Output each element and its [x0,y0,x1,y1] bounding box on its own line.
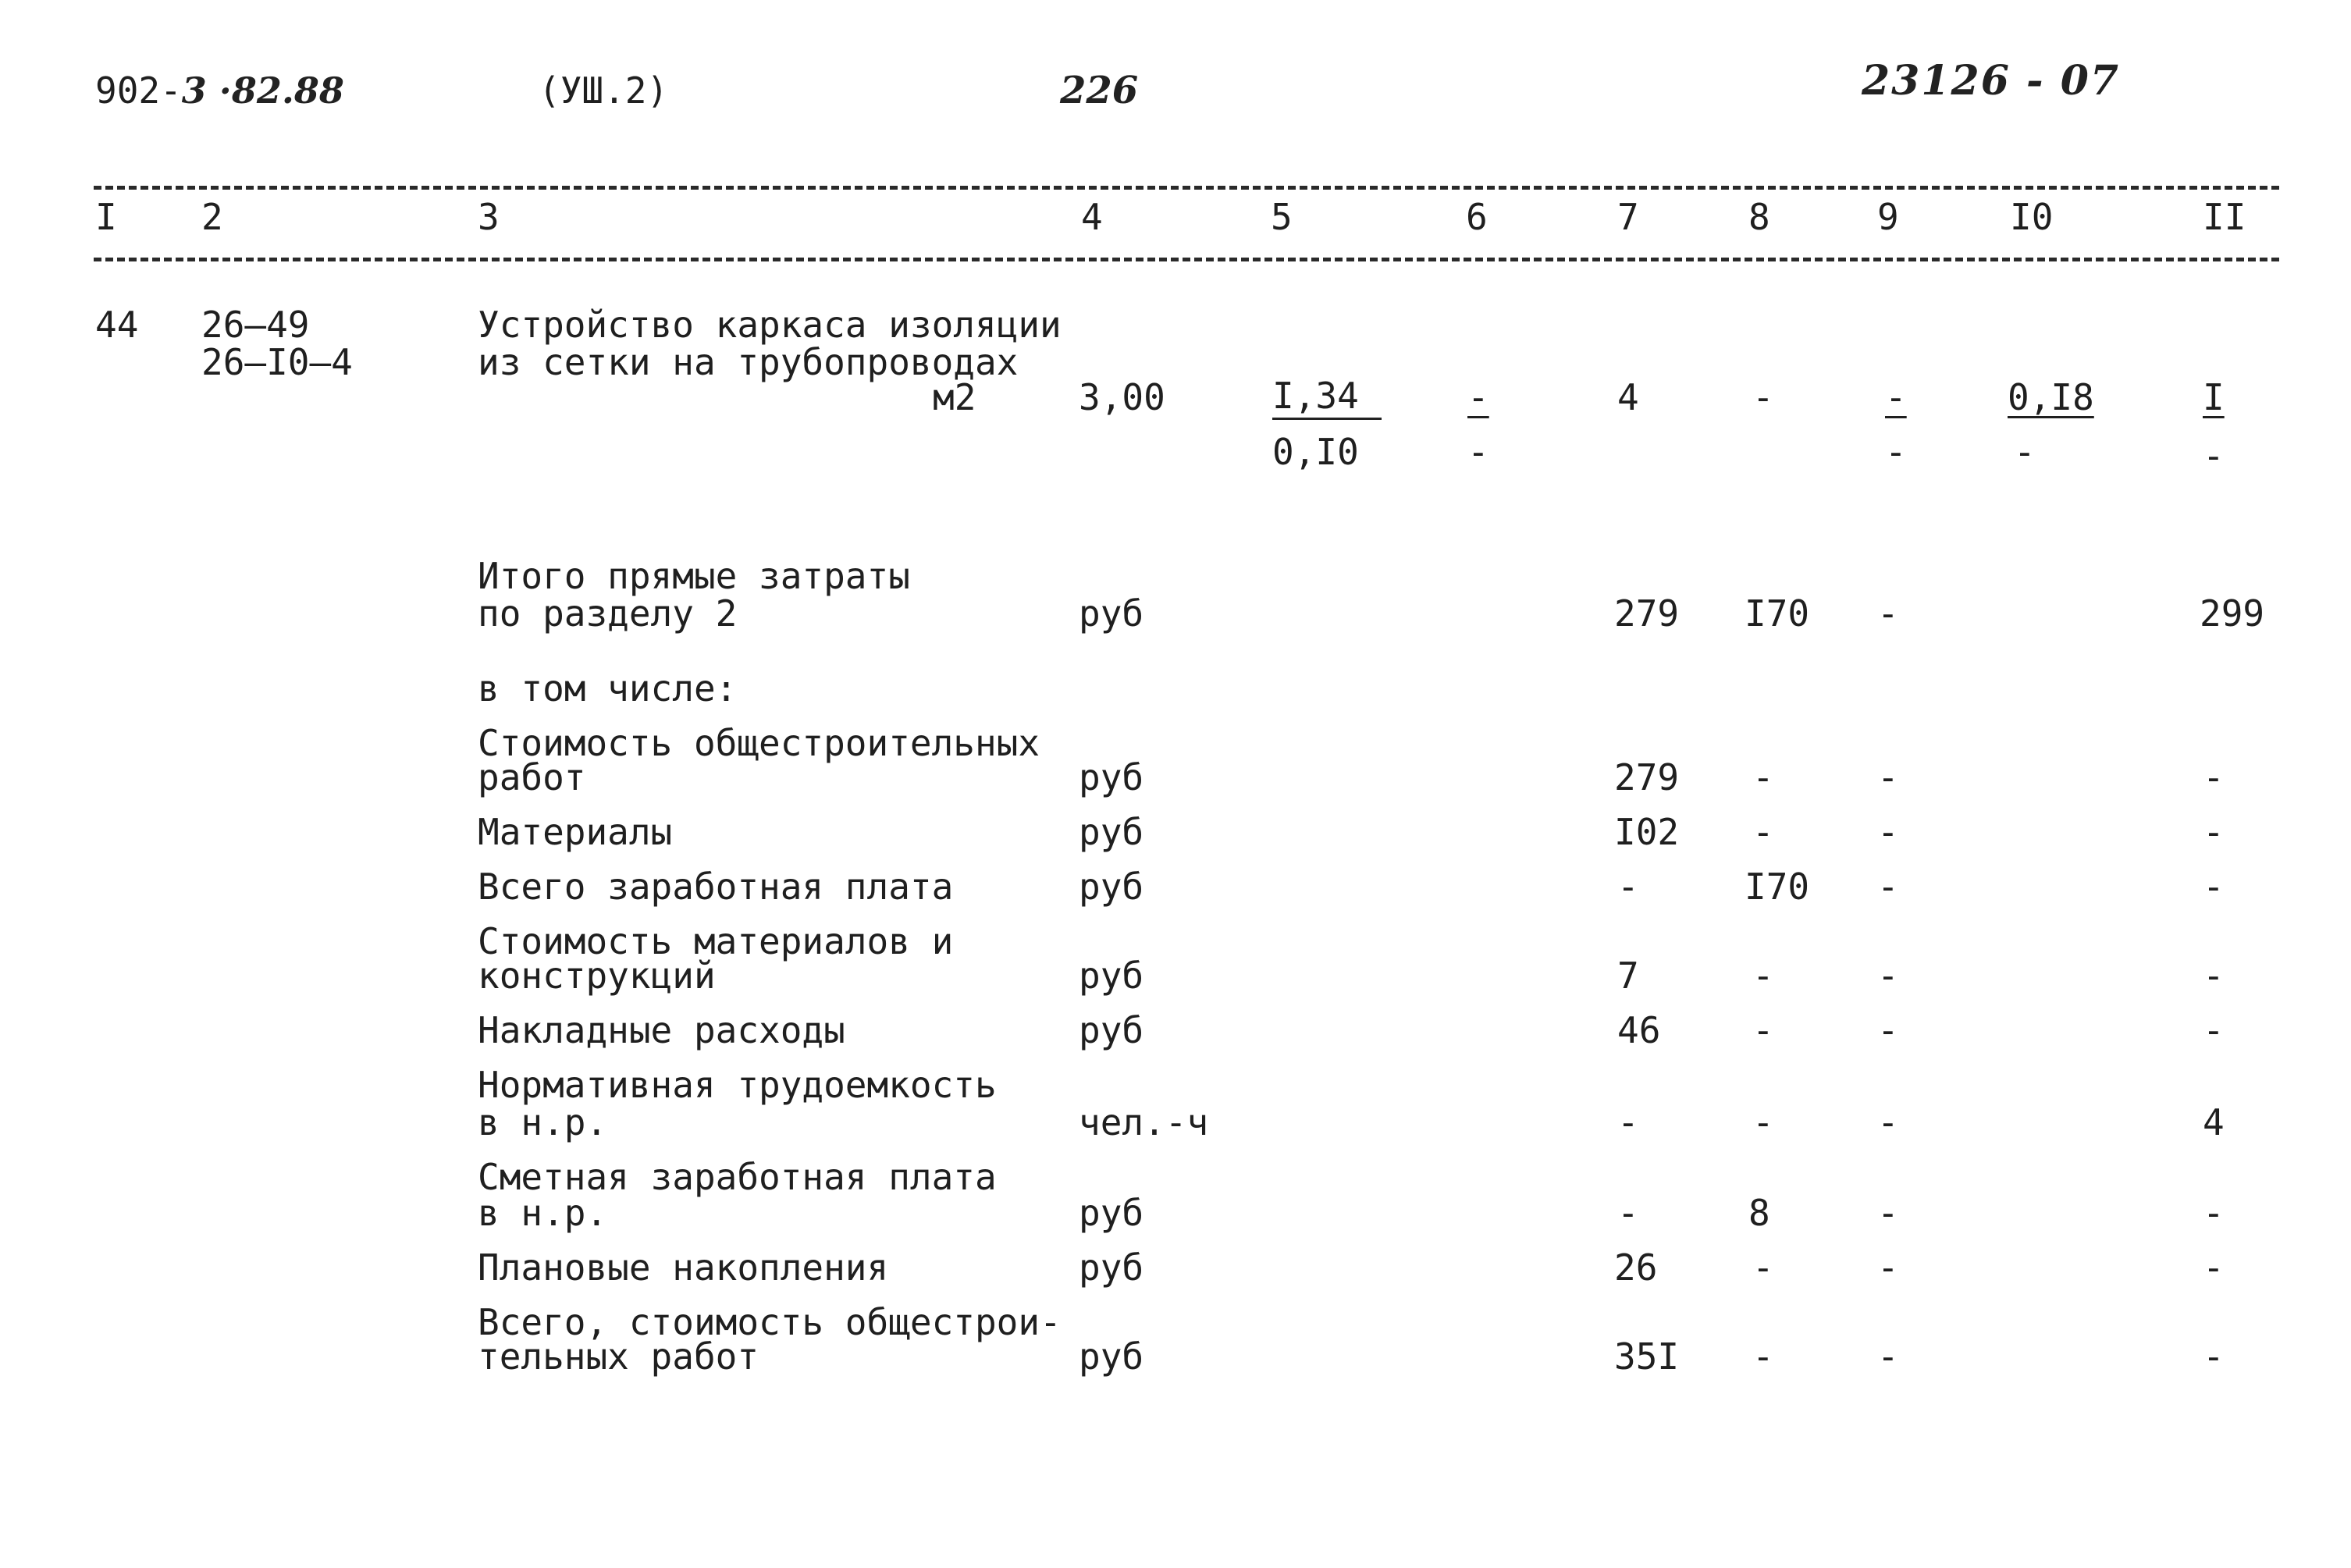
row-9-col8: - [1752,1335,1774,1378]
item-number: 44 [95,304,139,346]
row-6-unit: чел.-ч [1079,1101,1209,1143]
item-unit: м2 [933,376,976,418]
row-1-col11: - [2203,756,2225,798]
item-col5-top: I,34 [1272,377,1382,420]
row-7-col8: 8 [1748,1192,1770,1234]
row-8-unit: руб [1079,1246,1144,1289]
total-label-2: по разделу 2 [478,592,738,635]
item-col11-bottom: - [2203,435,2225,477]
row-7-label-2: в н.р. [478,1192,608,1234]
item-col5-bottom: 0,I0 [1272,431,1359,473]
row-1-label-2: работ [478,756,586,798]
row-2-col11: - [2203,811,2225,853]
column-header-11: II [2203,196,2246,238]
total-col7: 279 [1614,592,1680,635]
row-8-label-1: Плановые накопления [478,1246,889,1289]
row-9-label-2: тельных работ [478,1335,759,1378]
document-code [95,69,344,112]
row-8-col9: - [1877,1246,1899,1289]
row-3-unit: руб [1079,866,1144,908]
row-8-col11: - [2203,1246,2225,1289]
row-5-label-1: Накладные расходы [478,1009,845,1051]
total-col9: - [1877,592,1899,635]
row-1-col8: - [1752,756,1774,798]
row-6-label-1: Нормативная трудоемкость [478,1064,997,1106]
row-4-col7: 7 [1617,955,1639,997]
column-header-8: 8 [1748,196,1770,238]
row-2-col8: - [1752,811,1774,853]
item-col6-top: - [1467,376,1489,418]
row-5-col11: - [2203,1009,2225,1051]
row-4-col11: - [2203,955,2225,997]
row-6-col11: 4 [2203,1101,2225,1143]
row-3-label-1: Всего заработная плата [478,866,954,908]
section-label: (УШ.2) [539,69,669,112]
row-9-col9: - [1877,1335,1899,1378]
row-7-unit: руб [1079,1192,1144,1234]
item-col10-top: 0,I8 [2008,376,2094,418]
total-label-1: Итого прямые затраты [478,555,910,597]
item-code-2: 26–I0–4 [201,341,353,383]
row-7-col9: - [1877,1192,1899,1234]
header-top-rule [94,186,2279,190]
item-col11-top: I [2203,376,2225,418]
column-header-10: I0 [2010,196,2054,238]
row-9-col7: 35I [1614,1335,1680,1378]
row-2-col9: - [1877,811,1899,853]
row-4-col8: - [1752,955,1774,997]
item-description-2: из сетки на трубопроводах [478,341,1019,383]
row-9-unit: руб [1079,1335,1144,1378]
sheet-code: 23126 - 07 [1862,57,2121,105]
row-6-label-2: в н.р. [478,1101,608,1143]
row-3-col9: - [1877,866,1899,908]
column-header-4: 4 [1081,196,1103,238]
row-6-col7: - [1617,1101,1639,1143]
row-1-col7: 279 [1614,756,1680,798]
row-7-col7: - [1617,1192,1639,1234]
row-2-label-1: Материалы [478,811,673,853]
total-unit: руб [1079,592,1144,635]
including-label: в том числе: [478,667,738,709]
total-col11: 299 [2200,592,2265,635]
document-code-prefix: 902- [95,69,182,112]
row-4-col9: - [1877,955,1899,997]
row-7-label-1: Сметная заработная плата [478,1156,997,1198]
item-col6-bottom: - [1467,431,1489,473]
row-3-col11: - [2203,866,2225,908]
total-col8: I70 [1745,592,1810,635]
row-2-col7: I02 [1614,811,1680,853]
column-header-7: 7 [1617,196,1639,238]
row-6-col9: - [1877,1101,1899,1143]
page-number: 226 [1060,69,1139,112]
row-8-col7: 26 [1614,1246,1658,1289]
column-header-5: 5 [1271,196,1293,238]
item-col10-bottom: - [2014,431,2036,473]
row-4-label-1: Стоимость материалов и [478,920,954,962]
row-1-col9: - [1877,756,1899,798]
row-5-col9: - [1877,1009,1899,1051]
row-9-col11: - [2203,1335,2225,1378]
row-8-col8: - [1752,1246,1774,1289]
item-code-1: 26–49 [201,304,310,346]
row-2-unit: руб [1079,811,1144,853]
item-col7: 4 [1617,376,1639,418]
document-code-handwritten: 3 ·82.88 [181,69,344,112]
item-col9-bottom: - [1885,431,1907,473]
row-5-col8: - [1752,1009,1774,1051]
item-quantity: 3,00 [1079,376,1165,418]
header-bottom-rule [94,258,2279,261]
column-header-3: 3 [478,196,500,238]
row-3-col7: - [1617,866,1639,908]
item-description-1: Устройство каркаса изоляции [478,304,1062,346]
column-header-6: 6 [1466,196,1488,238]
item-col8: - [1752,376,1774,418]
row-5-unit: руб [1079,1009,1144,1051]
column-header-9: 9 [1877,196,1899,238]
row-5-col7: 46 [1617,1009,1661,1051]
row-4-label-2: конструкций [478,955,716,997]
row-1-unit: руб [1079,756,1144,798]
row-4-unit: руб [1079,955,1144,997]
item-col9-top: - [1885,376,1907,418]
row-6-col8: - [1752,1101,1774,1143]
column-header-2: 2 [201,196,223,238]
row-7-col11: - [2203,1192,2225,1234]
row-9-label-1: Всего, стоимость общестрои- [478,1301,1062,1343]
column-header-1: I [95,196,117,238]
row-1-label-1: Стоимость общестроительных [478,722,1040,764]
row-3-col8: I70 [1745,866,1810,908]
